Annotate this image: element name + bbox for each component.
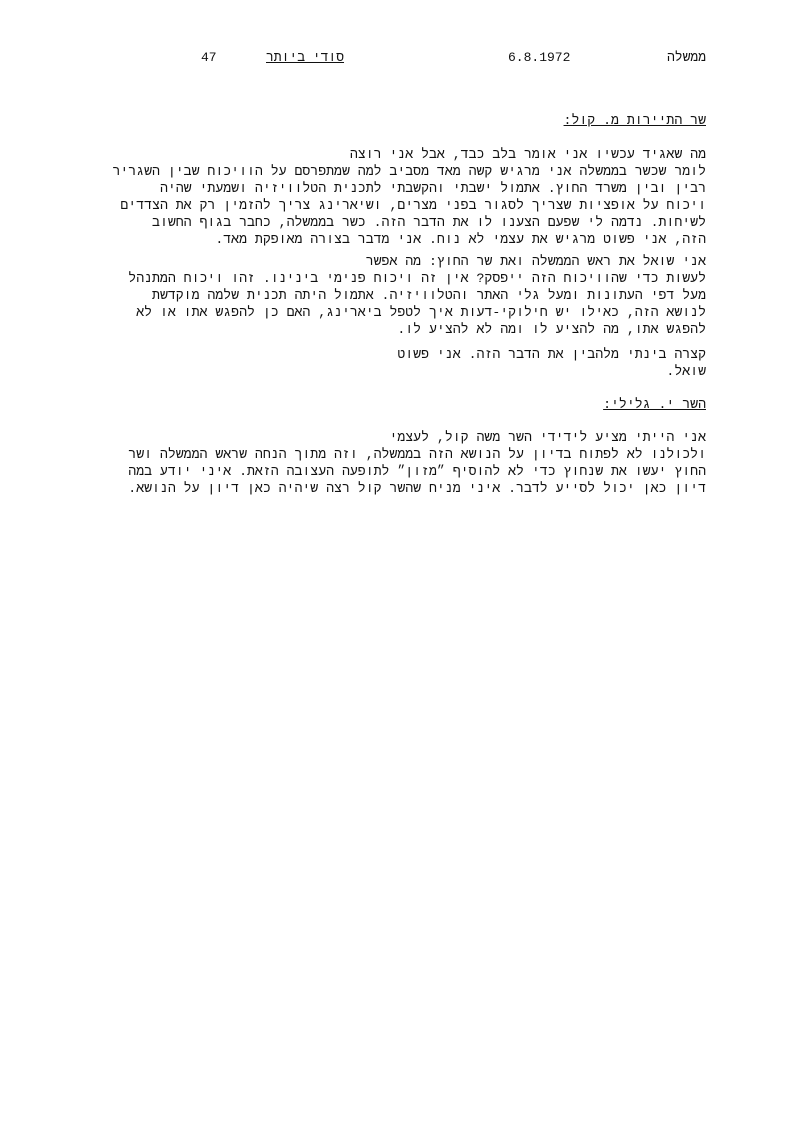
paragraph-line: אני הייתי מציע לידידי השר משה קול, לעצמי: [389, 430, 706, 445]
paragraph-line: רבין ובין משרד החוץ. אתמול ישבתי והקשבתי לתכנית הטלוויזיה ושמעתי שהיה: [159, 181, 706, 196]
paragraph-2: [122, 253, 706, 338]
paragraph-line: אני שואל את ראש הממשלה ואת שר החוץ: מה אפשר: [365, 254, 706, 269]
paragraph-1: [112, 146, 706, 248]
speaker-heading-minister-galili: השר י. גלילי:: [603, 397, 706, 412]
header-classification: סודי ביותר: [266, 50, 345, 65]
paragraph-line: מה שאגיד עכשיו אני אומר בלב כבד, אבל אני רוצה: [349, 147, 706, 162]
paragraph-line: מעל דפי העתונות ומעל גלי האתר והטלוויזיה. אתמול היתה תכנית שלמה מוקדשת: [152, 288, 706, 303]
paragraph-line: לנושא הזה, כאילו יש חילוקי-דעות איך לטפל ביארינג, האם כן להפגש אתו או לא: [136, 305, 706, 320]
paragraph-line: דיון כאן יכול לסייע לדבר. איני מניח שהשר קול רצה שיהיה כאן דיון על הנושא.: [128, 481, 706, 496]
paragraph-line: ולכולנו לא לפתוח בדיון על הנושא הזה בממשלה, וזה מתוך הנחה שראש הממשלה ושר: [128, 447, 706, 462]
paragraph-3: [122, 346, 706, 380]
paragraph-4: [122, 429, 706, 497]
paragraph-line: ויכוח על אופציות שצריך לסגור בפני מצרים, ושיארינג צריך להזמין רק את הצדדים: [120, 198, 706, 213]
paragraph-line: הזה, אני פשוט מרגיש את עצמי לא נוח. אני מדבר בצורה מאופקת מאד.: [215, 232, 706, 247]
paragraph-line: קצרה בינתי מלהבין את הדבר הזה. אני פשוט: [397, 347, 706, 362]
paragraph-line: שואל.: [666, 364, 706, 379]
header-organization: ממשלה: [666, 50, 706, 65]
page-header: [0, 50, 800, 70]
speaker-heading-tourism-minister: שר התיירות מ. קול:: [563, 113, 706, 128]
paragraph-line: החוץ יעשו את שנחוץ כדי לא להוסיף ״מזון״ לתופעה העצובה הזאת. איני יודע במה: [128, 464, 706, 479]
paragraph-line: לעשות כדי שהוויכוח הזה ייפסק? אין זה ויכוח פנימי בינינו. זהו ויכוח המתנהל: [128, 271, 706, 286]
paragraph-line: לשיחות. נדמה לי שפעם הצענו לו את הדבר הזה. כשר בממשלה, כחבר בגוף החשוב: [152, 215, 706, 230]
paragraph-line: לומר שכשר בממשלה אני מרגיש קשה מאד מסביב למה שמתפרסם על הוויכוח שבין השגריר: [112, 164, 706, 179]
paragraph-line: להפגש אתו, מה להציע לו ומה לא להציע לו.: [397, 322, 706, 337]
header-page-number: 47: [201, 50, 217, 65]
header-date: 6.8.1972: [508, 50, 571, 65]
